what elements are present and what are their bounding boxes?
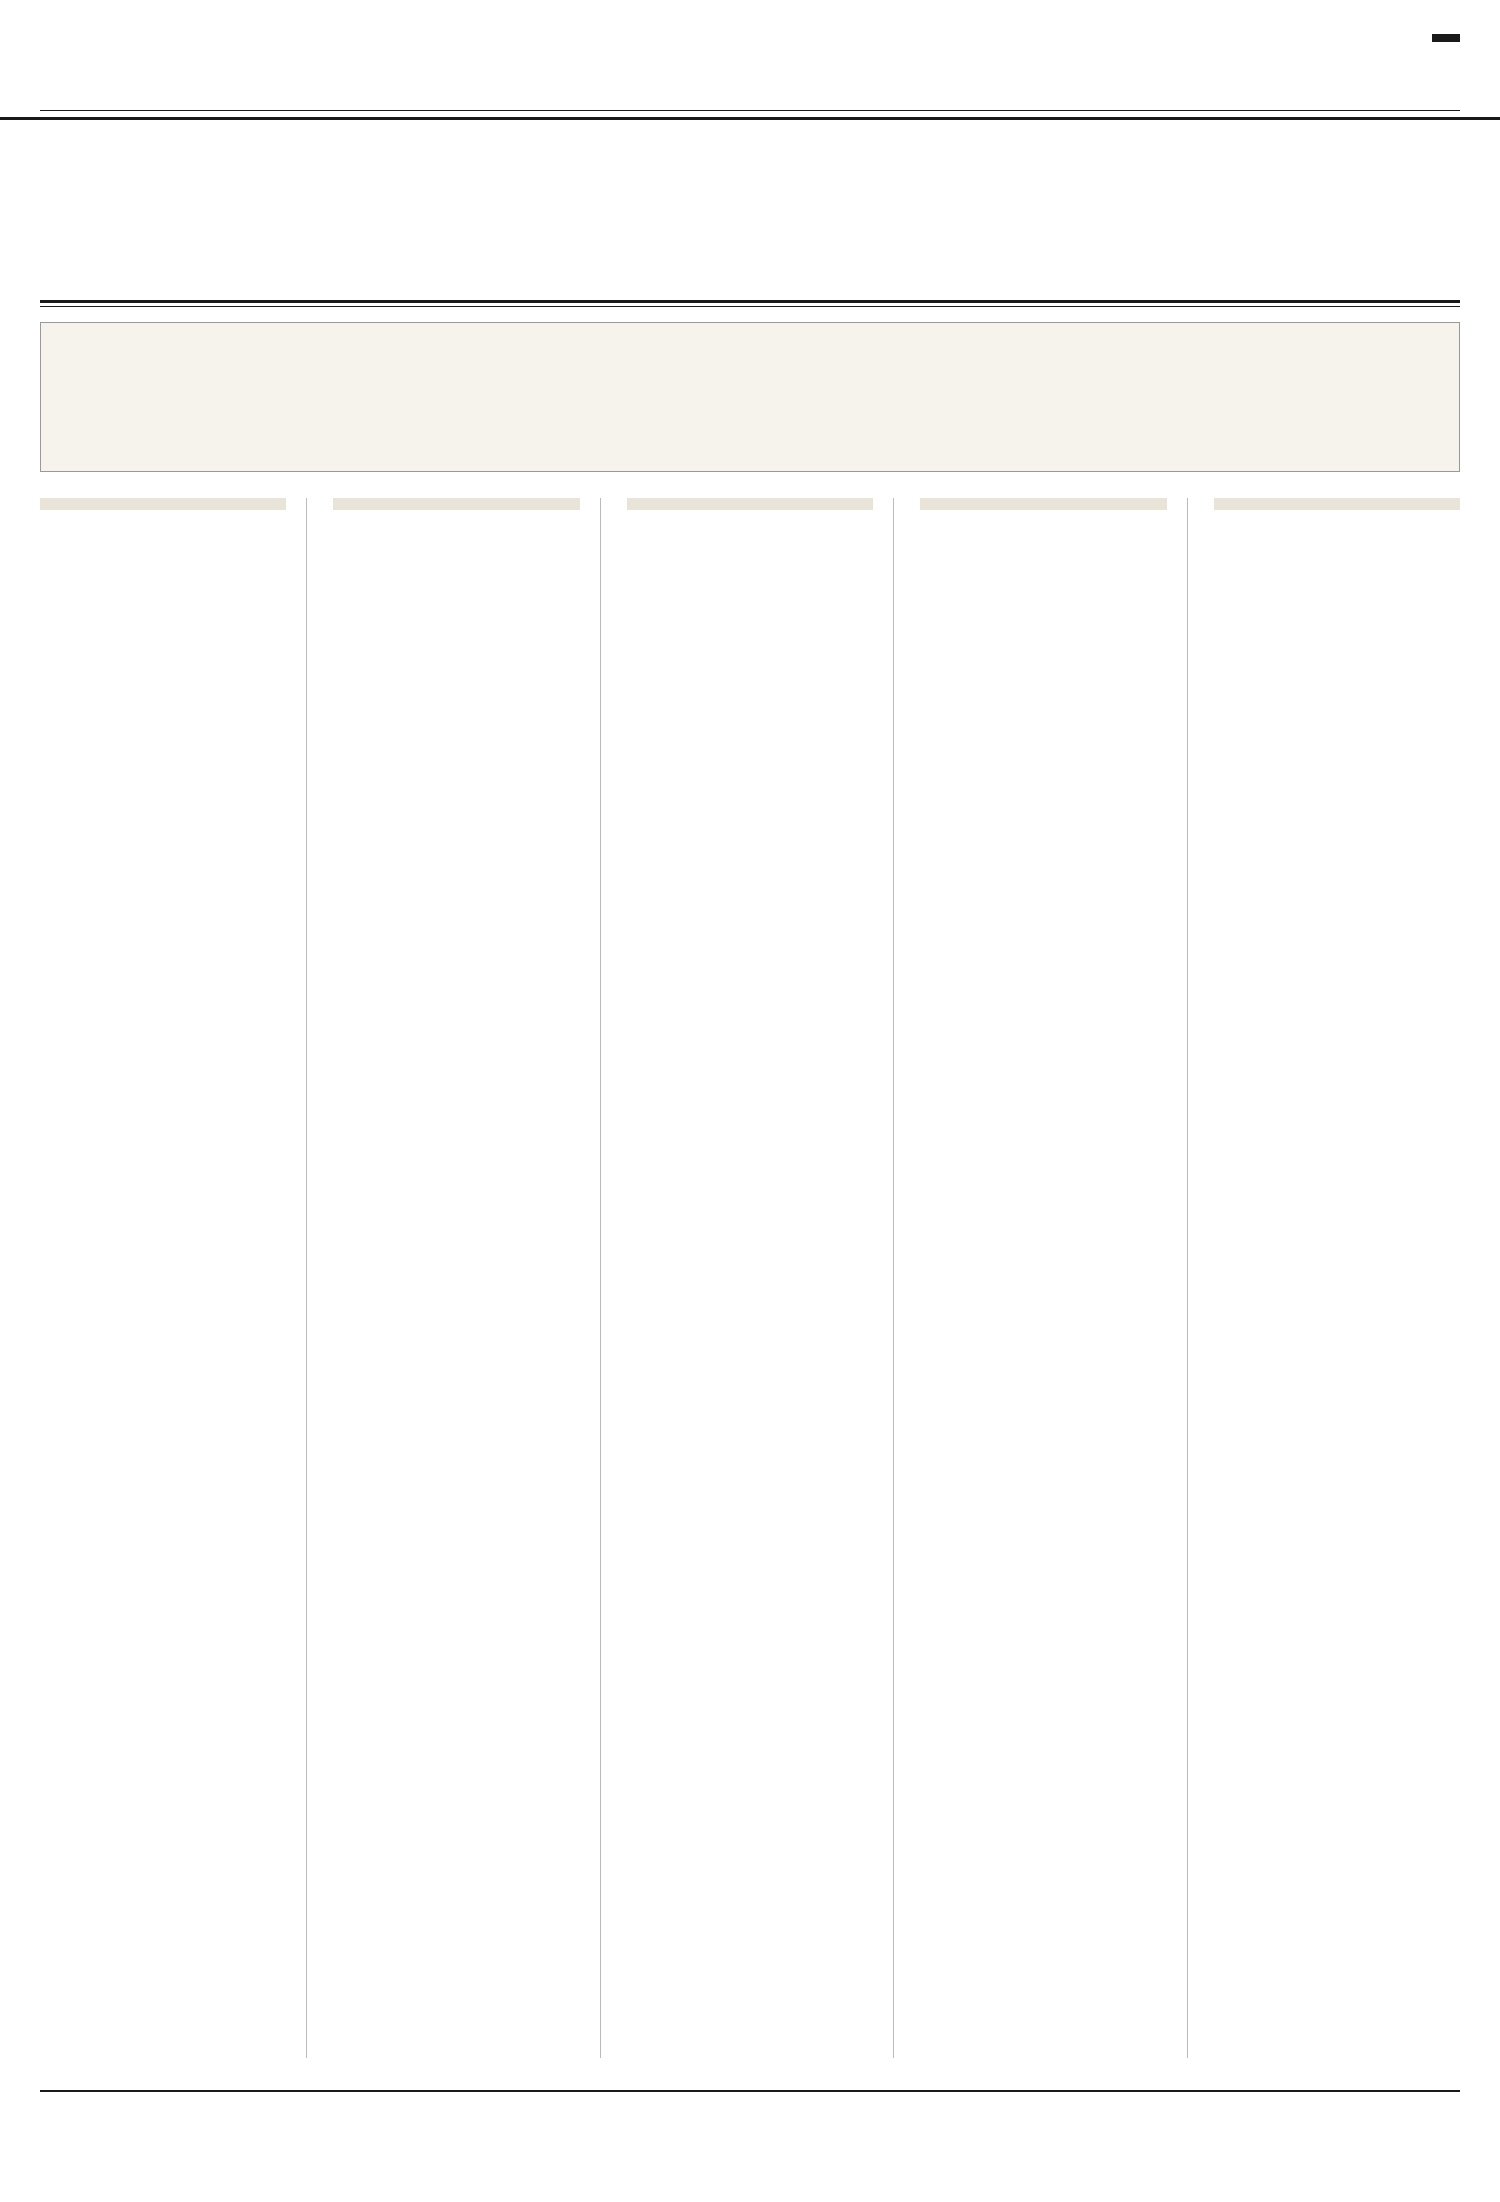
headline-block [40, 140, 1460, 290]
page-tag [1418, 34, 1460, 42]
column-2 [333, 498, 600, 2058]
column-5 [1214, 498, 1460, 2058]
article-columns [40, 498, 1460, 2058]
headline-rule-thin [40, 306, 1460, 307]
page-footer [40, 2090, 1460, 2160]
column-1 [40, 498, 307, 2058]
column-section-head [333, 498, 579, 510]
column-section-head [627, 498, 873, 510]
newspaper-masthead [0, 0, 1500, 120]
column-section-head [40, 498, 286, 510]
masthead-divider [40, 110, 1460, 111]
column-3 [627, 498, 894, 2058]
page-number [1432, 34, 1460, 42]
column-4 [920, 498, 1187, 2058]
column-section-head [920, 498, 1166, 510]
column-section-head [1214, 498, 1460, 510]
notice-box [40, 322, 1460, 472]
headline-rule [40, 300, 1460, 303]
